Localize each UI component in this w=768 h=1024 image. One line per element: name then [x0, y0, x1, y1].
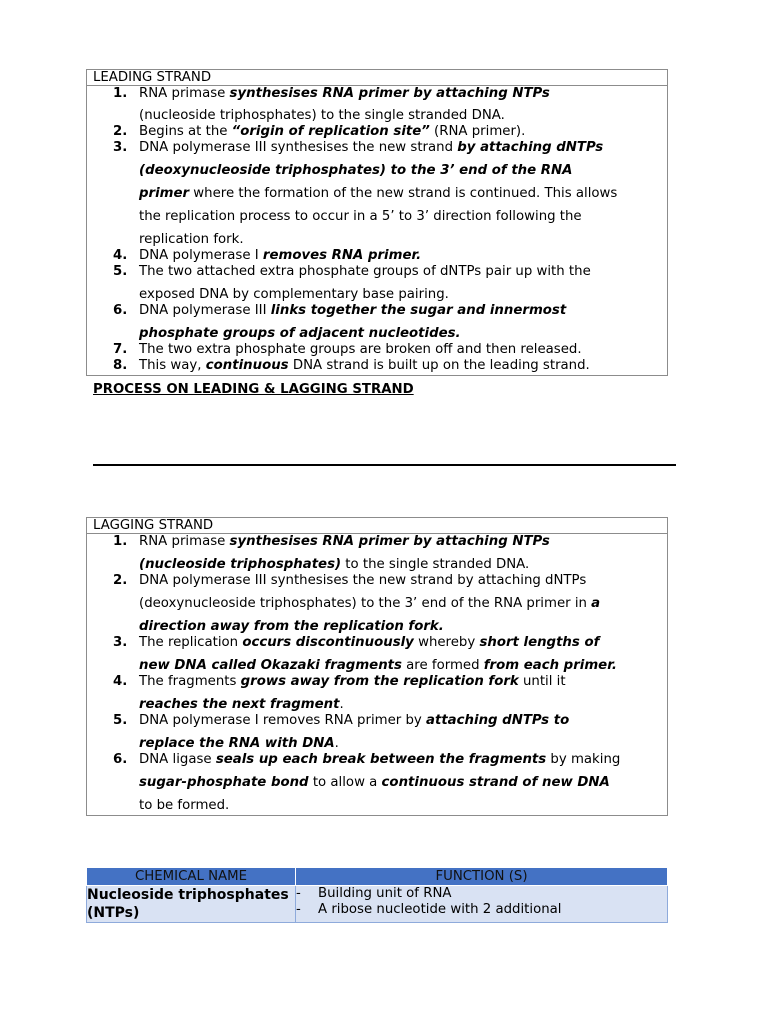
- emphasis-text: grows away from the replication fork: [240, 674, 519, 689]
- body-text: RNA primase: [139, 86, 230, 101]
- list-item-line: [139, 573, 586, 588]
- list-item-line: [139, 287, 449, 302]
- list-item-line: [139, 596, 600, 611]
- list-item-line: [139, 798, 229, 813]
- emphasis-text: short lengths of: [479, 635, 600, 650]
- process-caption: PROCESS ON LEADING & LAGGING STRAND: [93, 382, 414, 397]
- list-item-number: 2.: [113, 124, 128, 139]
- body-text: where the formation of the new strand is continued. This allows: [189, 186, 618, 201]
- emphasis-text: synthesises RNA primer by attaching NTPs: [229, 534, 550, 549]
- list-item-line: [139, 697, 344, 712]
- header-chemical-name: CHEMICAL NAME: [87, 868, 296, 886]
- list-item-line: [139, 358, 590, 373]
- emphasis-text: (deoxynucleoside triphosphates) to the 3’ end of the RNA: [139, 163, 573, 178]
- body-text: replication fork.: [139, 232, 244, 247]
- body-text: to the single stranded DNA.: [341, 557, 530, 572]
- body-text: Begins at the: [139, 124, 232, 139]
- body-text: DNA polymerase III: [139, 303, 271, 318]
- list-item-number: 1.: [113, 534, 128, 549]
- emphasis-text: attaching dNTPs to: [426, 713, 570, 728]
- emphasis-text: sugar-phosphate bond: [139, 775, 309, 790]
- body-text: The two extra phosphate groups are broken off and then released.: [139, 342, 582, 357]
- list-item-number: 5.: [113, 713, 128, 728]
- list-item-number: 4.: [113, 248, 128, 263]
- emphasis-text: reaches the next fragment: [139, 697, 340, 712]
- list-item-line: [139, 674, 566, 689]
- list-item-line: [139, 658, 617, 673]
- emphasis-text: primer: [139, 186, 190, 201]
- body-text: This way,: [139, 358, 206, 373]
- emphasis-text: by attaching dNTPs: [457, 140, 604, 155]
- list-item-number: 1.: [113, 86, 128, 101]
- body-text: are formed: [401, 658, 484, 673]
- body-text: .: [339, 697, 344, 712]
- list-item-line: [139, 303, 566, 318]
- body-text: The two attached extra phosphate groups of dNTPs pair up with the: [139, 264, 591, 279]
- body-text: The replication: [139, 635, 243, 650]
- list-item-line: [139, 140, 603, 155]
- list-item-number: 3.: [113, 635, 128, 650]
- list-item-line: [139, 342, 582, 357]
- emphasis-text: from each primer.: [483, 658, 617, 673]
- list-item-line: [139, 186, 617, 201]
- list-item-line: [139, 557, 529, 572]
- body-text: (RNA primer).: [429, 124, 526, 139]
- list-item-line: [139, 534, 550, 549]
- list-item-number: 4.: [113, 674, 128, 689]
- list-item-line: [139, 635, 599, 650]
- body-text: .: [334, 736, 339, 751]
- emphasis-text: (nucleoside triphosphates): [139, 557, 342, 572]
- header-function: FUNCTION (S): [296, 868, 668, 886]
- emphasis-text: phosphate groups of adjacent nucleotides.: [139, 326, 461, 341]
- list-item-line: [139, 209, 582, 224]
- chemical-name-cell: Nucleoside triphosphates (NTPs): [87, 886, 296, 923]
- body-text: DNA strand is built up on the leading strand.: [288, 358, 590, 373]
- list-item-number: 6.: [113, 303, 128, 318]
- body-text: whereby: [413, 635, 480, 650]
- emphasis-text: seals up each break between the fragments: [215, 752, 547, 767]
- body-text: DNA polymerase I removes RNA primer by: [139, 713, 426, 728]
- list-item-number: 5.: [113, 264, 128, 279]
- body-text: DNA polymerase III synthesises the new strand by attaching dNTPs: [139, 573, 587, 588]
- emphasis-text: synthesises RNA primer by attaching NTPs: [229, 86, 550, 101]
- function-cell: [296, 886, 668, 923]
- chemical-table: [86, 867, 668, 923]
- emphasis-text: new DNA called Okazaki fragments: [139, 658, 402, 673]
- list-item-number: 8.: [113, 358, 128, 373]
- list-item-line: [139, 713, 569, 728]
- emphasis-text: continuous strand of new DNA: [381, 775, 610, 790]
- emphasis-text: occurs discontinuously: [242, 635, 414, 650]
- body-text: by making: [546, 752, 621, 767]
- list-item-line: [139, 736, 339, 751]
- list-item-line: [139, 752, 620, 767]
- list-item-number: 2.: [113, 573, 128, 588]
- body-text: RNA primase: [139, 534, 230, 549]
- list-item-line: [139, 619, 444, 634]
- body-text: DNA polymerase I: [139, 248, 263, 263]
- body-text: the replication process to occur in a 5’ to 3’ direction following the: [139, 209, 582, 224]
- horizontal-rule: [93, 464, 676, 466]
- body-text: until it: [518, 674, 566, 689]
- emphasis-text: direction away from the replication fork.: [139, 619, 444, 634]
- table-row: [87, 886, 668, 923]
- list-item-number: 7.: [113, 342, 128, 357]
- list-item-number: 3.: [113, 140, 128, 155]
- function-item: - Building unit of RNA: [296, 886, 667, 902]
- lagging-strand-title: LAGGING STRAND: [87, 518, 667, 534]
- list-item-line: [139, 775, 610, 790]
- emphasis-text: removes RNA primer.: [262, 248, 422, 263]
- list-item-line: [139, 163, 572, 178]
- function-item: - A ribose nucleotide with 2 additional: [296, 902, 667, 918]
- list-item-line: [139, 124, 525, 139]
- body-text: The fragments: [139, 674, 241, 689]
- emphasis-text: “origin of replication site”: [231, 124, 430, 139]
- body-text: exposed DNA by complementary base pairing.: [139, 287, 449, 302]
- list-item-line: [139, 248, 421, 263]
- list-item-line: [139, 264, 591, 279]
- list-item-line: [139, 326, 461, 341]
- body-text: DNA polymerase III synthesises the new strand: [139, 140, 458, 155]
- leading-strand-box: [86, 69, 668, 376]
- list-item-number: 6.: [113, 752, 128, 767]
- leading-strand-title: LEADING STRAND: [87, 70, 667, 86]
- body-text: to allow a: [308, 775, 382, 790]
- emphasis-text: continuous: [205, 358, 289, 373]
- list-item-line: [139, 86, 550, 101]
- body-text: (deoxynucleoside triphosphates) to the 3’ end of the RNA primer in: [139, 596, 592, 611]
- lagging-strand-box: [86, 517, 668, 816]
- body-text: to be formed.: [139, 798, 230, 813]
- emphasis-text: a: [591, 596, 601, 611]
- list-item-line: [139, 108, 505, 123]
- list-item-line: [139, 232, 244, 247]
- body-text: DNA ligase: [139, 752, 216, 767]
- emphasis-text: links together the sugar and innermost: [270, 303, 567, 318]
- emphasis-text: replace the RNA with DNA: [139, 736, 335, 751]
- body-text: (nucleoside triphosphates) to the single stranded DNA.: [139, 108, 505, 123]
